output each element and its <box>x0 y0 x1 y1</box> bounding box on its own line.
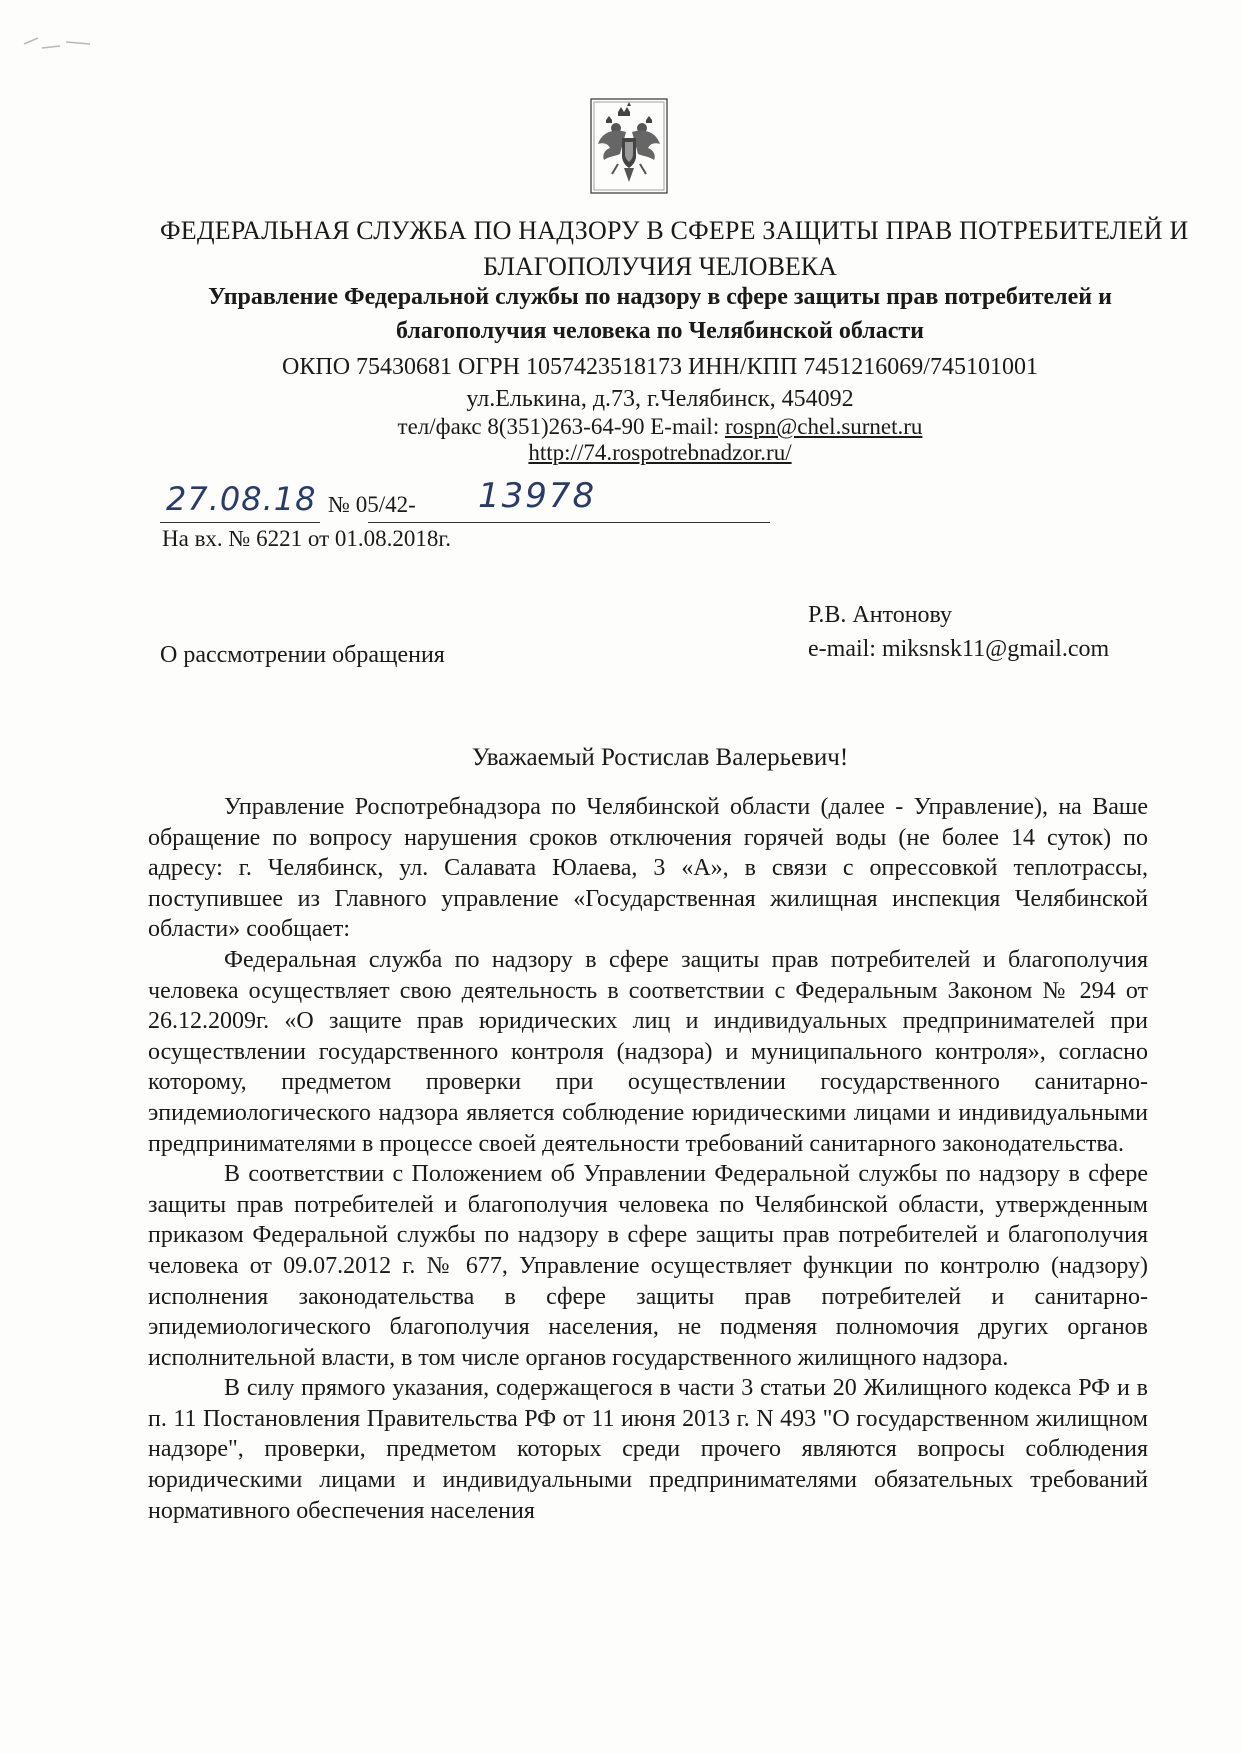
agency-name-line-2: БЛАГОПОЛУЧИЯ ЧЕЛОВЕКА <box>483 252 837 281</box>
organization-email-link[interactable]: rospn@chel.surnet.ru <box>724 414 923 439</box>
handwritten-registration-number: 13978 <box>478 476 597 516</box>
organization-website <box>160 440 1160 466</box>
agency-name-line-1: ФЕДЕРАЛЬНАЯ СЛУЖБА ПО НАДЗОРУ В СФЕРЕ ЗАЩИТЫ ПРАВ ПОТРЕБИТЕЛЕЙ И <box>160 216 1189 245</box>
body-paragraph: В соответствии с Положением об Управлении Федеральной службы по надзору в сфере защиты прав потребителей и благополучия человека по Челябинской области, утвержденным приказом Федеральной службы по надзору в сфере защиты прав потребителей и благополучия человека от 09.07.2012 г. № 677, Управление осуществляет функции по контролю (надзору) исполнения законодательства в сфере защиты прав потребителей и санитарно-эпидемиологического благополучия населения, не подменяя полномочия других органов исполнительной власти, в том числе органов государственного жилищного надзора. <box>148 1161 1148 1371</box>
letter-subject: О рассмотрении обращения <box>160 642 445 668</box>
registration-number-prefix: № 05/42- <box>328 492 416 517</box>
incoming-reference: На вх. № 6221 от 01.08.2018г. <box>162 526 451 551</box>
letter-body <box>148 792 1148 1526</box>
double-headed-eagle-icon <box>590 98 668 194</box>
registration-line <box>160 476 630 522</box>
department-name-line-2: благополучия человека по Челябинской области <box>396 318 924 344</box>
number-underline <box>368 522 770 523</box>
phone-fax-label: тел/факс 8(351)263-64-90 E-mail: <box>397 414 725 439</box>
body-paragraph: В силу прямого указания, содержащегося в части 3 статьи 20 Жилищного кодекса РФ и в п. 11 Постановления Правительства РФ от 11 июня 2013 г. N 493 "О государственном жилищном надзоре", проверки, предметом которых среди прочего являются вопросы соблюдения юридическими лицами и индивидуальными предпринимателями обязательных требований нормативного обеспечения населения <box>148 1375 1148 1524</box>
department-name-line-1: Управление Федеральной службы по надзору в сфере защиты прав потребителей и <box>208 284 1112 310</box>
recipient-name: Р.В. Антонову <box>808 602 953 628</box>
body-paragraph: Федеральная служба по надзору в сфере защиты прав потребителей и благополучия человека осуществляет свою деятельность в соответствии с Федеральным Законом № 294 от 26.12.2009г. «О защите прав юридических лиц и индивидуальных предпринимателей при осуществлении государственного контроля (надзора) и муниципального контроля», согласно которому, предметом проверки при осуществлении государственного санитарно-эпидемиологического надзора является соблюдение юридическими лицами и индивидуальными предпринимателями в процессе своей деятельности требований санитарного законодательства. <box>148 946 1148 1157</box>
recipient-email: e-mail: miksnsk11@gmail.com <box>808 636 1110 662</box>
organization-requisites: ОКПО 75430681 ОГРН 1057423518173 ИНН/КПП 7451216069/745101001 <box>282 354 1038 380</box>
handwritten-date: 27.08.18 <box>166 480 317 518</box>
body-paragraph: Управление Роспотребнадзора по Челябинской области (далее - Управление), на Ваше обращение по вопросу нарушения сроков отключения горячей воды (не более 14 суток) по адресу: г. Челябинск, ул. Салавата Юлаева, 3 «А», в связи с опрессовкой теплотрассы, поступившее из Главного управление «Государственная жилищная инспекция Челябинской области» сообщает: <box>148 794 1148 943</box>
scan-artifact-icon <box>20 30 110 60</box>
recipient-block <box>808 598 1109 666</box>
salutation: Уважаемый Ростислав Валерьевич! <box>471 744 849 771</box>
organization-address: ул.Елькина, д.73, г.Челябинск, 454092 <box>466 386 854 412</box>
organization-contacts <box>160 414 1160 440</box>
organization-website-link[interactable]: http://74.rospotrebnadzor.ru/ <box>528 440 792 465</box>
date-underline <box>160 522 320 523</box>
